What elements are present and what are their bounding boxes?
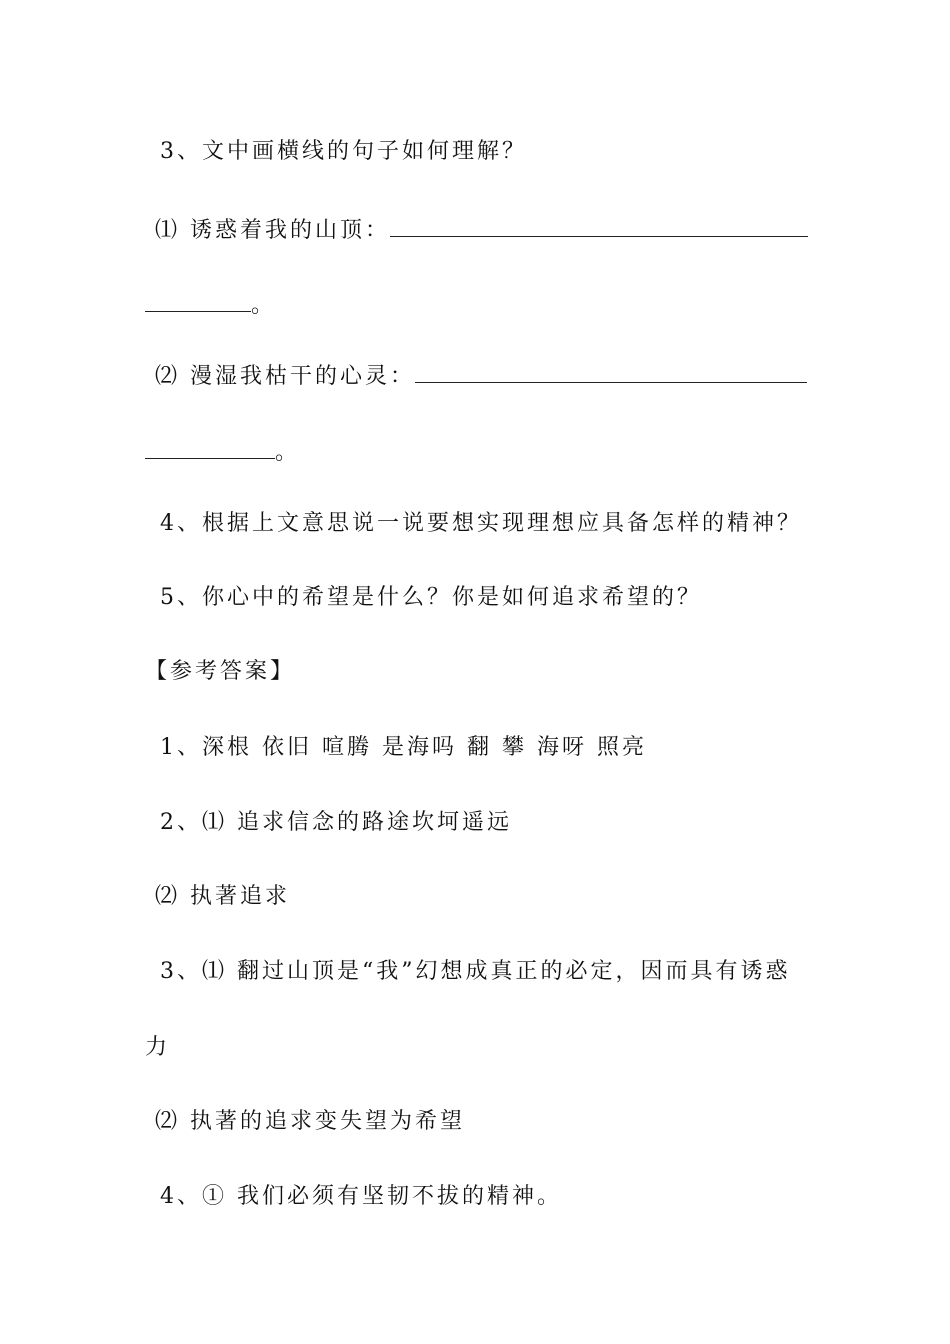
answer-3-1: 3、⑴ 翻过山顶是“我”幻想成真正的必定，因而具有诱惑 (160, 959, 791, 984)
answer-4-1: 4、① 我们必须有坚韧不拔的精神。 (160, 1184, 562, 1209)
answers-heading: 【参考答案】 (145, 659, 296, 684)
question-3-1-label: ⑴ 诱惑着我的山顶： (155, 218, 390, 243)
question-3-2-continuation (145, 438, 297, 468)
question-3-1 (155, 216, 808, 246)
question-3-2 (155, 362, 807, 392)
answer-blank-3-2-b[interactable] (145, 440, 275, 459)
question-3-1-end: 。 (251, 293, 274, 318)
question-3: 3、文中画横线的句子如何理解？ (160, 139, 527, 164)
answer-blank-3-1-a[interactable] (390, 218, 808, 237)
answer-blank-3-2-a[interactable] (415, 364, 807, 383)
answer-3-2: ⑵ 执著的追求变失望为希望 (155, 1109, 465, 1134)
question-3-2-label: ⑵ 漫湿我枯干的心灵： (155, 364, 415, 389)
question-3-2-end: 。 (275, 440, 298, 465)
question-5: 5、你心中的希望是什么？你是如何追求希望的？ (160, 585, 702, 610)
answer-1: 1、深根 依旧 喧腾 是海吗 翻 攀 海呀 照亮 (160, 735, 647, 760)
answer-2-2: ⑵ 执著追求 (155, 884, 290, 909)
answer-3-1-continuation: 力 (145, 1035, 171, 1060)
question-4: 4、根据上文意思说一说要想实现理想应具备怎样的精神？ (160, 511, 802, 536)
question-3-1-continuation (145, 291, 273, 321)
answer-2-1: 2、⑴ 追求信念的路途坎坷遥远 (160, 810, 512, 835)
answer-blank-3-1-b[interactable] (145, 293, 251, 312)
